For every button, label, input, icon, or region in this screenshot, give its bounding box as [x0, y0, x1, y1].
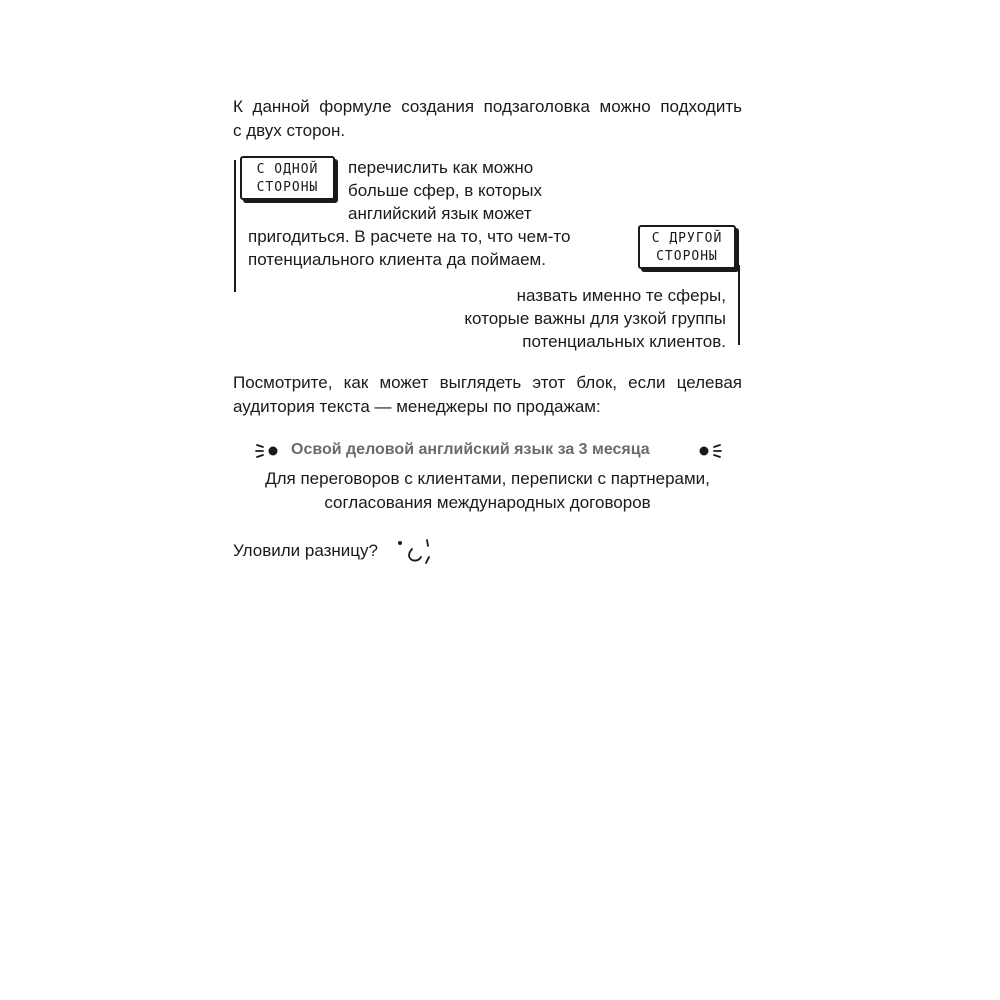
side-one-line-3: английский язык может	[348, 204, 532, 223]
example-subtitle-line-1: Для переговоров с клиентами, переписки с партнерами,	[265, 469, 710, 488]
example-subtitle-line-2: согласования международных договоров	[324, 493, 651, 512]
intro-line-2: с двух сторон.	[233, 121, 346, 140]
side-two-line-2: которые важны для узкой группы	[464, 309, 726, 328]
side-two-line-3: потенциальных клиентов.	[522, 332, 726, 351]
closing-question: Уловили разницу?	[233, 541, 378, 560]
side-one-sticker-line-2: СТОРОНЫ	[256, 180, 319, 195]
side-one-line-1: перечислить как можно	[348, 158, 534, 177]
side-two-sticker	[638, 225, 736, 269]
side-one-sticker	[240, 156, 335, 200]
side-two-line-1: назвать именно те сферы,	[516, 286, 726, 305]
intro-line-1: К данной формуле создания подзаголовка можно подходить	[233, 97, 742, 116]
side-two-sticker-line-1: С ДРУГОЙ	[651, 231, 723, 246]
look-line-2: аудитория текста — менеджеры по продажам:	[233, 397, 601, 416]
left-sparkle-dot-icon	[254, 441, 280, 461]
example-title: Освой деловой английский язык за 3 месяца	[291, 441, 650, 458]
side-one-sticker-line-1: С ОДНОЙ	[256, 162, 319, 177]
side-one-line-4: пригодиться. В расчете на то, что чем-то	[248, 227, 571, 246]
side-one-line-5: потенциального клиента да поймаем.	[248, 250, 546, 269]
side-one-line-2: больше сфер, в которых	[348, 181, 542, 200]
side-two-rule	[738, 265, 740, 345]
side-two-sticker-line-2: СТОРОНЫ	[656, 249, 718, 264]
wink-smiley-icon	[394, 536, 436, 564]
look-line-1: Посмотрите, как может выглядеть этот блок, если целевая	[233, 373, 742, 392]
right-sparkle-dot-icon	[697, 441, 723, 461]
side-one-rule	[234, 160, 236, 292]
